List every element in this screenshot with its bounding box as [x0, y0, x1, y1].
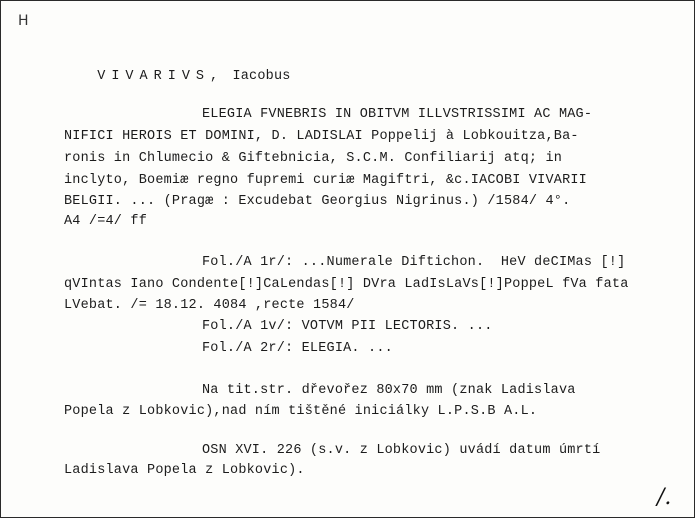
title-line: BELGII. ... (Pragæ : Excudebat Georgius Nigrinus.) /1584/ 4°.	[64, 194, 571, 209]
title-line: inclyto, Boemiæ regno fupremi curiæ Magiftri, &c.IACOBI VIVARII	[64, 173, 587, 188]
slash-mark: /.	[657, 485, 672, 510]
title-line: NIFICI HEROIS ET DOMINI, D. LADISLAI Poppelij à Lobkouitza,Ba-	[64, 129, 579, 144]
folio-line: LVebat. /= 18.12. 4084 ,recte 1584/	[64, 298, 355, 313]
author-first-name: Iacobus	[232, 69, 291, 84]
folio-line: Fol./A 1v/: VOTVM PII LECTORIS. ...	[202, 319, 493, 334]
folio-line: qVIntas Iano Condente[!]CaLendas[!] DVra LadIsLaVs[!]PoppeL fVa fata	[64, 277, 629, 292]
woodcut-note-line: Popela z Lobkovic),nad ním tištěné iniciálky L.P.S.B A.L.	[64, 404, 538, 419]
title-line: ronis in Chlumecio & Giftebnicia, S.C.M. Confiliarij atq; in	[64, 151, 563, 166]
osn-note-line: OSN XVI. 226 (s.v. z Lobkovic) uvádí datum úmrtí	[202, 443, 601, 458]
folio-line: Fol./A 1r/: ...Numerale Diftichon. HeV deCIMas [!]	[202, 255, 626, 270]
author-name: VIVARIVS,	[97, 69, 225, 84]
author-heading	[64, 53, 291, 101]
collation-line: A4 /=4/ ff	[64, 214, 148, 229]
title-line: ELEGIA FVNEBRIS IN OBITVM ILLVSTRISSIMI AC MAG-	[202, 107, 593, 122]
corner-mark: H	[18, 13, 29, 29]
woodcut-note-line: Na tit.str. dřevořez 80x70 mm (znak Ladislava	[202, 383, 576, 398]
folio-line: Fol./A 2r/: ELEGIA. ...	[202, 341, 393, 356]
osn-note-line: Ladislava Popela z Lobkovic).	[64, 463, 305, 478]
